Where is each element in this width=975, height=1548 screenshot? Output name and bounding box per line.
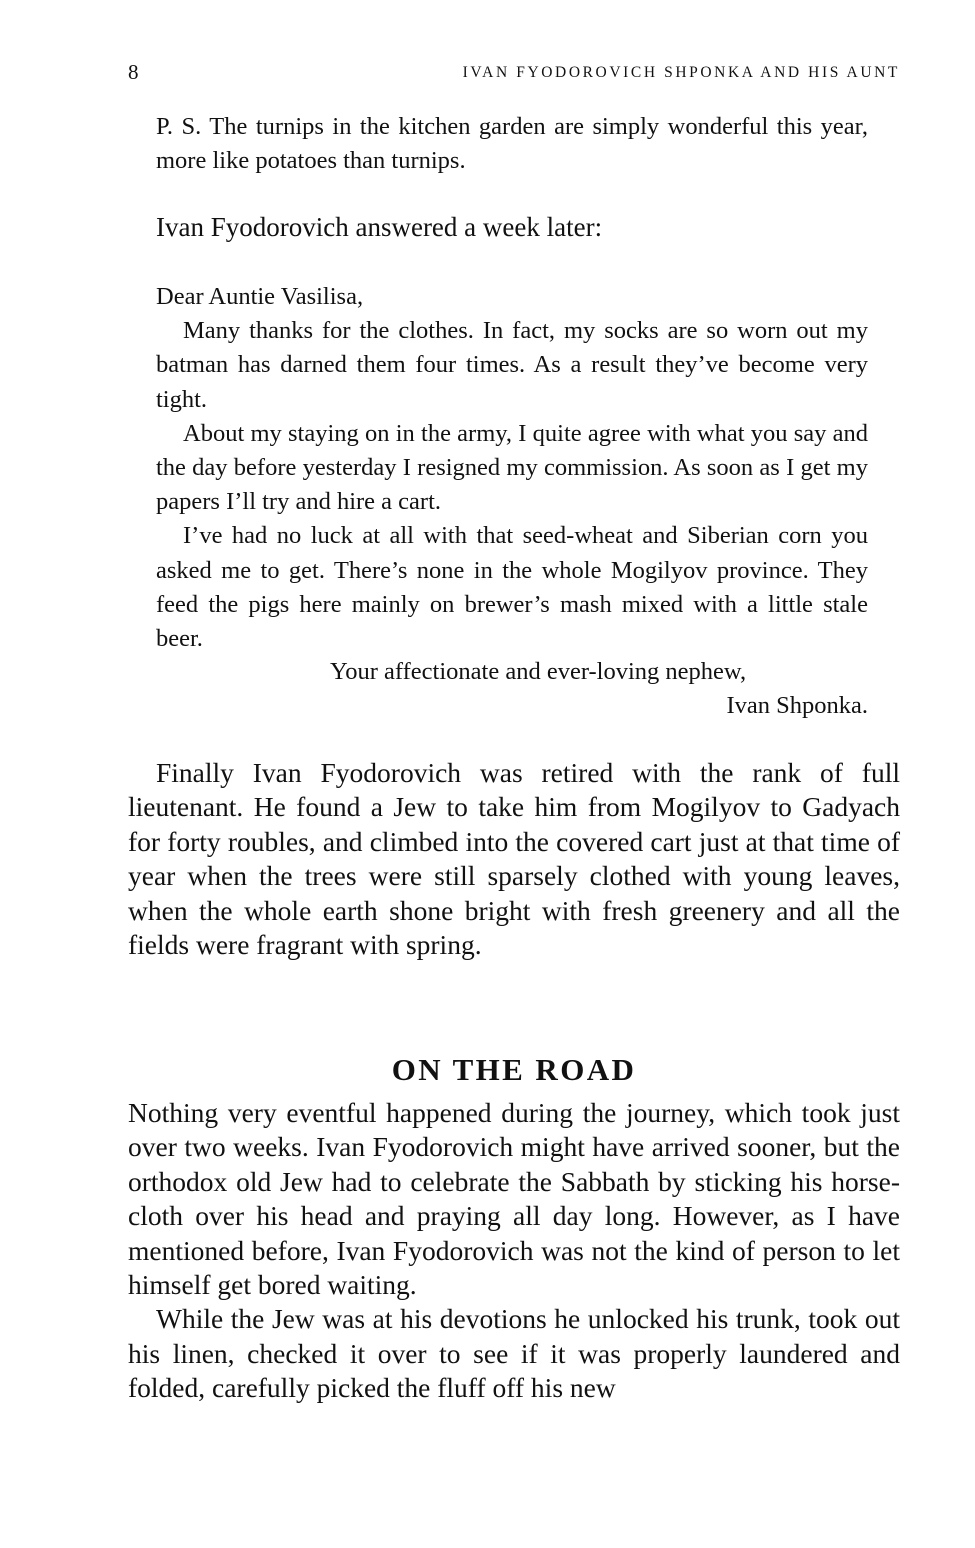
section-paragraph: Nothing very eventful happened during the journey, which took just over two weeks. Ivan Fyodorovich might have arrived sooner, but the orthodox old Jew had to celebrate the Sabbath by sticking his horse-cloth over his head and praying all day long. However, as I have mentioned before, Ivan Fyodorovich was not the kind of person to let himself get bored waiting. — [128, 1097, 900, 1301]
letter-paragraph: About my staying on in the army, I quite agree with what you say and the day before yesterday I resigned my commission. As soon as I get my papers I’ll try and hire a cart. — [156, 419, 868, 516]
running-title: IVAN FYODOROVICH SHPONKA AND HIS AUNT — [462, 64, 900, 81]
postscript: P. S. The turnips in the kitchen garden are simply wonderful this year, more like potatoes than turnips. — [156, 113, 868, 175]
signature: Ivan Shponka. — [726, 692, 868, 720]
section-paragraph: While the Jew was at his devotions he unlocked his trunk, took out his linen, checked it over to see if it was properly laundered and folded, carefully picked the fluff off his new — [128, 1303, 900, 1404]
letter-closing — [330, 655, 868, 723]
section-body — [128, 1096, 900, 1406]
running-head — [128, 60, 900, 90]
letter-salutation: Dear Auntie Vasilisa, — [156, 283, 364, 310]
letter-body — [156, 280, 868, 656]
closing-line: Your affectionate and ever-loving nephew, — [330, 658, 747, 685]
letter-paragraph: Many thanks for the clothes. In fact, my socks are so worn out my batman has darned them four times. As a result they’ve become very tight. — [156, 317, 868, 413]
letter-paragraph: I’ve had no luck at all with that seed-wheat and Siberian corn you asked me to get. There’s none in the whole Mogilyov province. They feed the pigs here mainly on brewer’s mash mixed with a little stale beer. — [156, 522, 868, 653]
page-number: 8 — [128, 60, 139, 84]
narrative-paragraph: Finally Ivan Fyodorovich was retired with the rank of full lieutenant. He found a Jew to take him from Mogilyov to Gadyach for forty roubles, and climbed into the covered cart just at that time of year when the trees were still sparsely clothed with young leaves, when the whole earth shone bright with fresh greenery and all the fields were fragrant with spring. — [128, 757, 900, 961]
lead-line: Ivan Fyodorovich answered a week later: — [156, 212, 603, 242]
section-heading: ON THE ROAD — [391, 1051, 637, 1087]
